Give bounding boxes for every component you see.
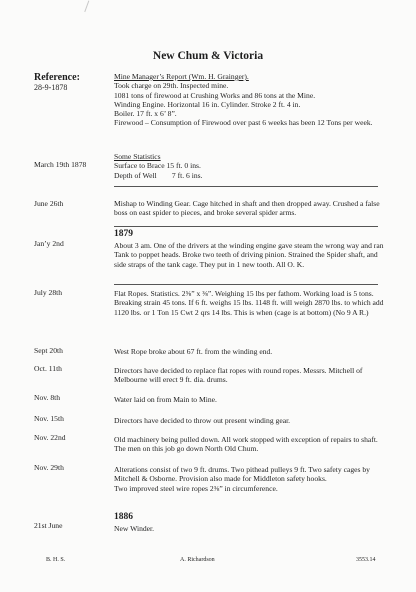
statistics-line: Depth of Well 7 ft. 6 ins. — [114, 170, 203, 180]
entry-text: Old machinery being pulled down. All work stopped with exception of repairs to shaft. The men on this job go down North Old Chum. — [114, 435, 378, 454]
entry-date: Sept 20th — [34, 346, 63, 355]
report-line: Winding Engine. Horizontal 16 in. Cylinder. Stroke 2 ft. 4 in. — [114, 99, 301, 109]
reference-heading: Reference: — [34, 72, 80, 83]
entry-date: 21st June — [34, 521, 63, 530]
entry-date: Nov. 8th — [34, 393, 61, 402]
statistics-line: Surface to Brace 15 ft. 0 ins. — [114, 161, 201, 171]
entry-date: Oct. 11th — [34, 364, 62, 373]
year-heading: 1886 — [114, 512, 133, 522]
scan-mark — [84, 0, 98, 15]
divider — [114, 186, 378, 187]
reference-date: 28-9-1878 — [34, 83, 68, 92]
footer-left: B. H. S. — [46, 557, 66, 563]
report-heading: Mine Manager’s Report (Wm. H. Grainger). — [114, 72, 249, 81]
alterations-block — [114, 465, 384, 493]
entry-text: Directors have decided to throw out present winding gear. — [114, 416, 291, 425]
divider — [114, 226, 378, 227]
entry-text: New Winder. — [114, 524, 155, 533]
entry-date: Jan’y 2nd — [34, 239, 64, 248]
report-line: Firewood – Consumption of Firewood over past 6 weeks has been 12 Tons per week. — [114, 118, 373, 128]
entry-date: July 28th — [34, 288, 63, 297]
entry-text: West Rope broke about 67 ft. from the winding end. — [114, 347, 273, 356]
entry-date: March 19th 1878 — [34, 160, 87, 169]
statistics-heading: Some Statistics — [114, 152, 161, 161]
entry-text: Alterations consist of two 9 ft. drums. Two pithead pulleys 9 ft. Two safety cages by Mitchell & Osborne. Provision also made for Middleton safety hooks. — [114, 465, 370, 484]
entry-date: Nov. 15th — [34, 414, 64, 423]
report-line: Took charge on 29th. Inspected mine. — [114, 81, 229, 91]
entry-text: Two improved steel wire ropes 2⅜” in circumference. — [114, 483, 278, 493]
year-heading: 1879 — [114, 229, 133, 239]
entry-text: Water laid on from Main to Mine. — [114, 395, 217, 404]
page-title: New Chum & Victoria — [152, 50, 264, 62]
divider — [114, 284, 378, 285]
footer-author: A. Richardson — [180, 557, 215, 563]
entry-date: Nov. 22nd — [34, 433, 66, 442]
manager-report — [114, 72, 384, 128]
statistics-block — [114, 152, 384, 180]
report-line: 1081 tons of firewood at Crushing Works and 86 tons at the Mine. — [114, 90, 316, 100]
footer-reference: 3553.14 — [356, 557, 376, 563]
entry-date: Nov. 29th — [34, 463, 64, 472]
entry-date: June 26th — [34, 199, 64, 208]
entry-text: Directors have decided to replace flat ropes with round ropes. Messrs. Mitchell of Melbourne will erect 9 ft. dia. drums. — [114, 366, 363, 385]
entry-text: Mishap to Winding Gear. Cage hitched in shaft and then dropped away. Crushed a false boss on east spider to pieces, and broke several spider arms. — [114, 199, 380, 218]
entry-text: Flat Ropes. Statistics. 2⅝” x ⅜”. Weighing 15 lbs per fathom. Working load is 5 tons. Breaking strain 45 tons. If 6 ft. weighs 15 lbs. 1148 ft. will weigh 2870 lbs. to which add 1120 lbs. or 1 Ton 15 Cwt 2 qrs 14 lbs. This is when (cage is at bottom) (No 9 A R.) — [114, 289, 384, 317]
entry-text: About 3 am. One of the drivers at the winding engine gave steam the wrong way and ran Tank to poppet heads. Broke two teeth of driving pinion. Strained the Spider shaft, and side straps of the tank cage. They put in 1 new tooth. All O. K. — [114, 241, 384, 269]
report-line: Boiler. 17 ft. x 6’ 8”. — [114, 109, 177, 119]
